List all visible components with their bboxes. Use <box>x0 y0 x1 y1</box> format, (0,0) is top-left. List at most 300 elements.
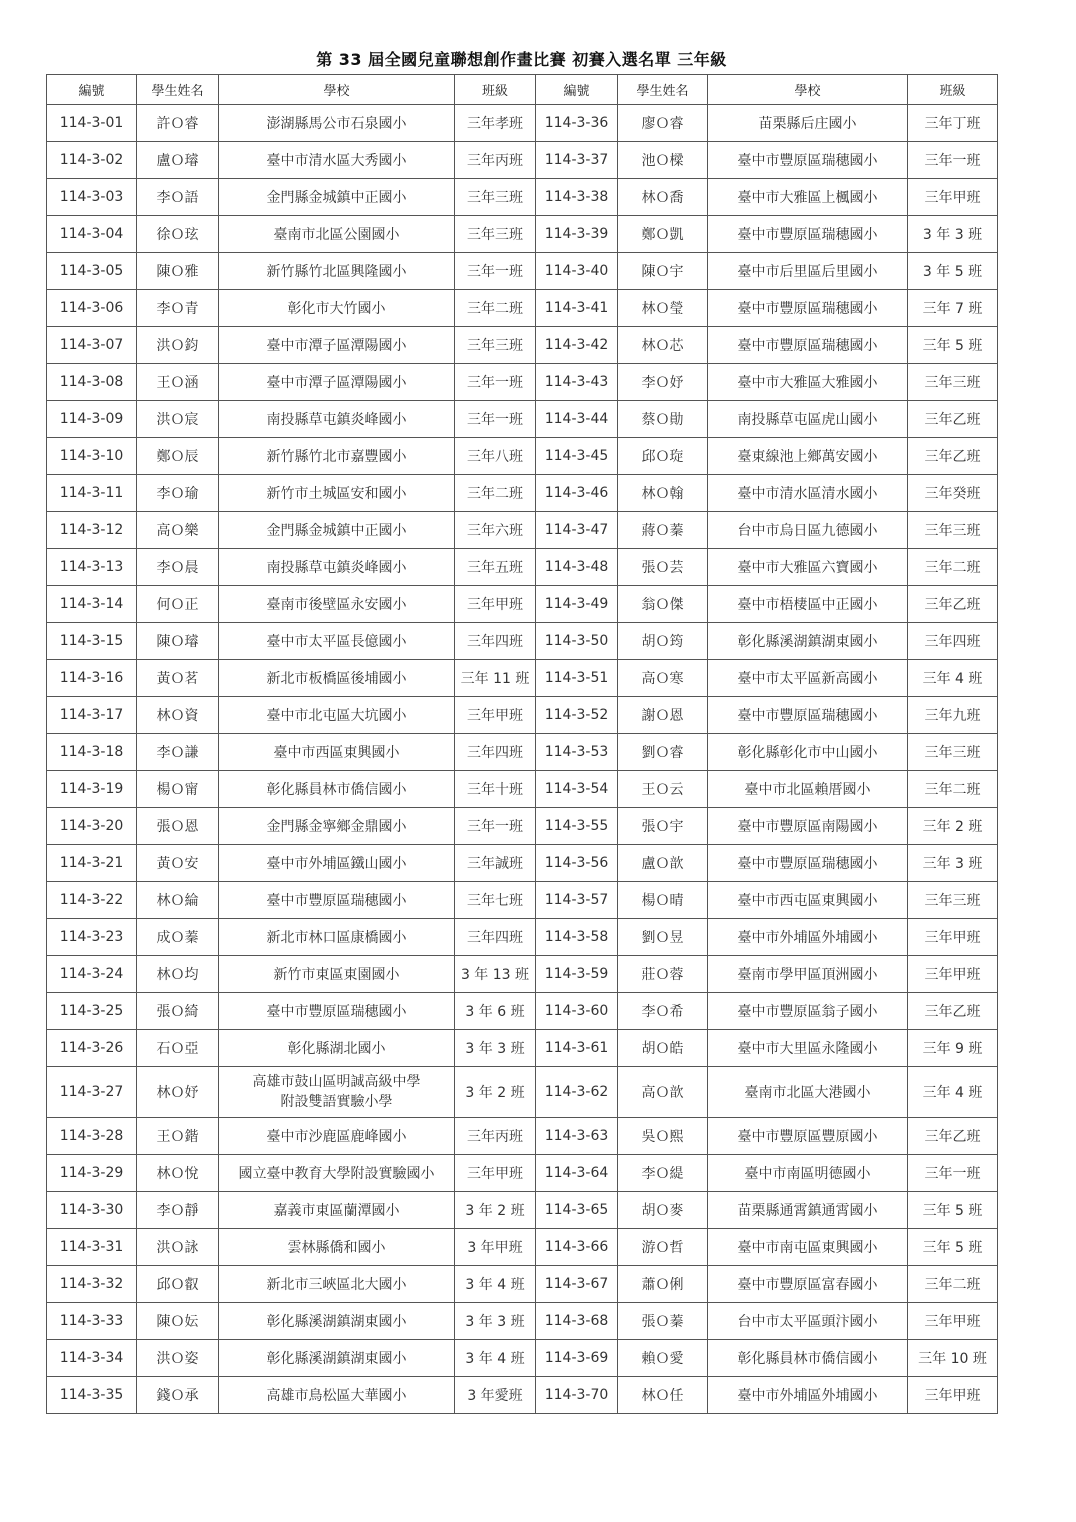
left-entry-id: 114-3-06 <box>47 290 137 327</box>
right-entry-id: 114-3-48 <box>536 549 618 586</box>
left-entry-id: 114-3-04 <box>47 216 137 253</box>
left-school-name: 臺南市北區公園國小 <box>219 216 455 253</box>
right-school-name: 臺中市南區明德國小 <box>708 1155 908 1192</box>
right-school-name: 臺中市南屯區東興國小 <box>708 1229 908 1266</box>
right-student-name: 莊Ｏ蓉 <box>618 956 708 993</box>
left-school-name: 雲林縣僑和國小 <box>219 1229 455 1266</box>
left-entry-id: 114-3-11 <box>47 475 137 512</box>
left-class-name: 3 年 4 班 <box>455 1266 536 1303</box>
table-row <box>47 142 998 179</box>
left-entry-id: 114-3-24 <box>47 956 137 993</box>
left-class-name: 三年三班 <box>455 179 536 216</box>
left-entry-id: 114-3-34 <box>47 1340 137 1377</box>
left-entry-id: 114-3-08 <box>47 364 137 401</box>
table-row <box>47 1377 998 1414</box>
left-entry-id: 114-3-02 <box>47 142 137 179</box>
right-student-name: 賴Ｏ愛 <box>618 1340 708 1377</box>
right-entry-id: 114-3-49 <box>536 586 618 623</box>
left-entry-id: 114-3-15 <box>47 623 137 660</box>
right-school-name: 臺中市豐原區翁子國小 <box>708 993 908 1030</box>
left-student-name: 洪Ｏ鈞 <box>137 327 219 364</box>
table-row <box>47 1030 998 1067</box>
left-school-name: 南投縣草屯鎮炎峰國小 <box>219 401 455 438</box>
table-row <box>47 401 998 438</box>
header-student-name: 學生姓名 <box>618 75 708 105</box>
school-name-line: 附設雙語實驗小學 <box>280 1094 393 1110</box>
left-school-name: 臺中市外埔區鐵山國小 <box>219 845 455 882</box>
right-school-name: 臺中市清水區清水國小 <box>708 475 908 512</box>
right-entry-id: 114-3-65 <box>536 1192 618 1229</box>
left-entry-id: 114-3-29 <box>47 1155 137 1192</box>
table-row <box>47 697 998 734</box>
right-class-name: 三年 5 班 <box>908 327 998 364</box>
left-class-name: 3 年 3 班 <box>455 1030 536 1067</box>
left-class-name: 3 年甲班 <box>455 1229 536 1266</box>
left-student-name: 陳Ｏ妘 <box>137 1303 219 1340</box>
table-row <box>47 1067 998 1118</box>
right-class-name: 三年甲班 <box>908 956 998 993</box>
right-school-name: 苗栗縣后庄國小 <box>708 105 908 142</box>
left-student-name: 徐Ｏ玹 <box>137 216 219 253</box>
right-student-name: 邱Ｏ琁 <box>618 438 708 475</box>
left-class-name: 3 年 2 班 <box>455 1192 536 1229</box>
left-class-name: 3 年 6 班 <box>455 993 536 1030</box>
right-class-name: 三年乙班 <box>908 1118 998 1155</box>
left-student-name: 李Ｏ謙 <box>137 734 219 771</box>
left-class-name: 三年三班 <box>455 216 536 253</box>
table-body <box>47 105 998 1414</box>
right-entry-id: 114-3-45 <box>536 438 618 475</box>
left-entry-id: 114-3-23 <box>47 919 137 956</box>
left-school-name: 臺中市西區東興國小 <box>219 734 455 771</box>
right-entry-id: 114-3-55 <box>536 808 618 845</box>
table-row <box>47 1192 998 1229</box>
header-class: 班級 <box>455 75 536 105</box>
right-student-name: 楊Ｏ晴 <box>618 882 708 919</box>
table-row <box>47 771 998 808</box>
right-class-name: 三年 5 班 <box>908 1229 998 1266</box>
right-entry-id: 114-3-56 <box>536 845 618 882</box>
table-row <box>47 105 998 142</box>
right-school-name: 臺中市豐原區瑞穗國小 <box>708 290 908 327</box>
left-entry-id: 114-3-17 <box>47 697 137 734</box>
right-school-name: 彰化縣彰化市中山國小 <box>708 734 908 771</box>
right-class-name: 三年癸班 <box>908 475 998 512</box>
left-school-name: 臺中市豐原區瑞穗國小 <box>219 993 455 1030</box>
right-class-name: 三年 4 班 <box>908 660 998 697</box>
left-student-name: 李Ｏ晨 <box>137 549 219 586</box>
left-student-name: 李Ｏ青 <box>137 290 219 327</box>
left-class-name: 三年二班 <box>455 290 536 327</box>
right-entry-id: 114-3-59 <box>536 956 618 993</box>
right-entry-id: 114-3-60 <box>536 993 618 1030</box>
right-entry-id: 114-3-53 <box>536 734 618 771</box>
right-class-name: 三年二班 <box>908 771 998 808</box>
left-student-name: 洪Ｏ宸 <box>137 401 219 438</box>
left-student-name: 鄭Ｏ辰 <box>137 438 219 475</box>
left-class-name: 3 年 4 班 <box>455 1340 536 1377</box>
left-entry-id: 114-3-33 <box>47 1303 137 1340</box>
right-entry-id: 114-3-62 <box>536 1067 618 1118</box>
right-entry-id: 114-3-47 <box>536 512 618 549</box>
right-student-name: 蕭Ｏ俐 <box>618 1266 708 1303</box>
header-id: 編號 <box>47 75 137 105</box>
right-class-name: 三年 3 班 <box>908 845 998 882</box>
right-school-name: 臺中市外埔區外埔國小 <box>708 1377 908 1414</box>
left-entry-id: 114-3-28 <box>47 1118 137 1155</box>
header-student-name: 學生姓名 <box>137 75 219 105</box>
left-class-name: 三年三班 <box>455 327 536 364</box>
header-school: 學校 <box>708 75 908 105</box>
right-entry-id: 114-3-50 <box>536 623 618 660</box>
left-student-name: 錢Ｏ承 <box>137 1377 219 1414</box>
right-class-name: 三年 4 班 <box>908 1067 998 1118</box>
left-student-name: 黃Ｏ茗 <box>137 660 219 697</box>
right-entry-id: 114-3-68 <box>536 1303 618 1340</box>
right-student-name: 池Ｏ樑 <box>618 142 708 179</box>
left-school-name: 彰化縣溪湖鎮湖東國小 <box>219 1340 455 1377</box>
right-class-name: 三年乙班 <box>908 401 998 438</box>
table-row <box>47 1303 998 1340</box>
right-entry-id: 114-3-36 <box>536 105 618 142</box>
table-row <box>47 549 998 586</box>
right-student-name: 劉Ｏ昱 <box>618 919 708 956</box>
right-student-name: 陳Ｏ宇 <box>618 253 708 290</box>
left-student-name: 張Ｏ綺 <box>137 993 219 1030</box>
table-row <box>47 438 998 475</box>
right-school-name: 臺中市豐原區瑞穗國小 <box>708 327 908 364</box>
left-school-name: 彰化市大竹國小 <box>219 290 455 327</box>
left-class-name: 三年四班 <box>455 734 536 771</box>
left-student-name: 黃Ｏ安 <box>137 845 219 882</box>
left-class-name: 三年四班 <box>455 623 536 660</box>
table-row <box>47 512 998 549</box>
right-entry-id: 114-3-57 <box>536 882 618 919</box>
left-school-name: 南投縣草屯鎮炎峰國小 <box>219 549 455 586</box>
table-row <box>47 364 998 401</box>
table-row <box>47 179 998 216</box>
left-class-name: 三年五班 <box>455 549 536 586</box>
right-entry-id: 114-3-66 <box>536 1229 618 1266</box>
right-entry-id: 114-3-63 <box>536 1118 618 1155</box>
left-entry-id: 114-3-27 <box>47 1067 137 1118</box>
right-class-name: 三年甲班 <box>908 1303 998 1340</box>
left-student-name: 成Ｏ蓁 <box>137 919 219 956</box>
right-class-name: 3 年 3 班 <box>908 216 998 253</box>
right-class-name: 三年三班 <box>908 512 998 549</box>
left-school-name: 彰化縣溪湖鎮湖東國小 <box>219 1303 455 1340</box>
right-student-name: 胡Ｏ筠 <box>618 623 708 660</box>
table-row <box>47 1266 998 1303</box>
right-entry-id: 114-3-44 <box>536 401 618 438</box>
right-entry-id: 114-3-52 <box>536 697 618 734</box>
left-school-name: 高雄市鳥松區大華國小 <box>219 1377 455 1414</box>
left-entry-id: 114-3-09 <box>47 401 137 438</box>
left-student-name: 許Ｏ睿 <box>137 105 219 142</box>
right-class-name: 三年甲班 <box>908 179 998 216</box>
right-student-name: 林Ｏ翰 <box>618 475 708 512</box>
left-school-name: 臺中市清水區大秀國小 <box>219 142 455 179</box>
table-row <box>47 808 998 845</box>
right-student-name: 高Ｏ寒 <box>618 660 708 697</box>
right-student-name: 張Ｏ蓁 <box>618 1303 708 1340</box>
left-student-name: 王Ｏ鍇 <box>137 1118 219 1155</box>
right-student-name: 林Ｏ芯 <box>618 327 708 364</box>
right-school-name: 臺中市豐原區瑞穗國小 <box>708 142 908 179</box>
left-school-name: 臺中市潭子區潭陽國小 <box>219 327 455 364</box>
right-class-name: 三年 9 班 <box>908 1030 998 1067</box>
left-entry-id: 114-3-13 <box>47 549 137 586</box>
left-student-name: 張Ｏ恩 <box>137 808 219 845</box>
table-header-row <box>47 75 998 105</box>
left-school-name: 臺中市潭子區潭陽國小 <box>219 364 455 401</box>
left-entry-id: 114-3-20 <box>47 808 137 845</box>
right-school-name: 臺中市大雅區六寶國小 <box>708 549 908 586</box>
left-entry-id: 114-3-31 <box>47 1229 137 1266</box>
right-class-name: 三年三班 <box>908 364 998 401</box>
right-class-name: 三年一班 <box>908 1155 998 1192</box>
right-entry-id: 114-3-41 <box>536 290 618 327</box>
left-student-name: 林Ｏ資 <box>137 697 219 734</box>
right-student-name: 胡Ｏ麥 <box>618 1192 708 1229</box>
table-row <box>47 586 998 623</box>
left-school-name: 嘉義市東區蘭潭國小 <box>219 1192 455 1229</box>
right-school-name: 台中市烏日區九德國小 <box>708 512 908 549</box>
left-student-name: 高Ｏ樂 <box>137 512 219 549</box>
left-class-name: 三年十班 <box>455 771 536 808</box>
right-entry-id: 114-3-38 <box>536 179 618 216</box>
left-school-name: 澎湖縣馬公市石泉國小 <box>219 105 455 142</box>
left-student-name: 王Ｏ涵 <box>137 364 219 401</box>
left-student-name: 楊Ｏ甯 <box>137 771 219 808</box>
left-entry-id: 114-3-25 <box>47 993 137 1030</box>
left-entry-id: 114-3-10 <box>47 438 137 475</box>
table-row <box>47 623 998 660</box>
right-entry-id: 114-3-69 <box>536 1340 618 1377</box>
right-school-name: 臺中市大雅區上楓國小 <box>708 179 908 216</box>
selection-table <box>46 74 998 1414</box>
right-class-name: 三年二班 <box>908 549 998 586</box>
left-school-name: 新竹縣竹北區興隆國小 <box>219 253 455 290</box>
left-student-name: 邱Ｏ叡 <box>137 1266 219 1303</box>
left-class-name: 3 年 2 班 <box>455 1067 536 1118</box>
left-class-name: 三年甲班 <box>455 1155 536 1192</box>
right-entry-id: 114-3-61 <box>536 1030 618 1067</box>
left-class-name: 三年一班 <box>455 364 536 401</box>
right-school-name: 彰化縣溪湖鎮湖東國小 <box>708 623 908 660</box>
right-entry-id: 114-3-37 <box>536 142 618 179</box>
right-class-name: 三年九班 <box>908 697 998 734</box>
left-class-name: 三年甲班 <box>455 586 536 623</box>
left-student-name: 林Ｏ悅 <box>137 1155 219 1192</box>
left-entry-id: 114-3-19 <box>47 771 137 808</box>
left-class-name: 三年一班 <box>455 253 536 290</box>
right-school-name: 臺中市梧棲區中正國小 <box>708 586 908 623</box>
right-school-name: 臺中市大里區永隆國小 <box>708 1030 908 1067</box>
left-student-name: 何Ｏ正 <box>137 586 219 623</box>
right-entry-id: 114-3-67 <box>536 1266 618 1303</box>
left-entry-id: 114-3-30 <box>47 1192 137 1229</box>
school-name-line: 高雄市鼓山區明誠高級中學 <box>252 1074 421 1090</box>
right-entry-id: 114-3-58 <box>536 919 618 956</box>
left-school-name: 新北市林口區康橋國小 <box>219 919 455 956</box>
left-school-name: 新竹市東區東園國小 <box>219 956 455 993</box>
right-school-name: 臺中市豐原區瑞穗國小 <box>708 845 908 882</box>
left-school-name: 臺南市後壁區永安國小 <box>219 586 455 623</box>
right-student-name: 胡Ｏ皓 <box>618 1030 708 1067</box>
right-student-name: 蔡Ｏ勛 <box>618 401 708 438</box>
left-school-name: 彰化縣湖北國小 <box>219 1030 455 1067</box>
table-row <box>47 882 998 919</box>
right-class-name: 三年 2 班 <box>908 808 998 845</box>
right-class-name: 三年乙班 <box>908 438 998 475</box>
left-class-name: 三年 11 班 <box>455 660 536 697</box>
right-class-name: 三年 5 班 <box>908 1192 998 1229</box>
page-title: 第 33 屆全國兒童聯想創作畫比賽 初賽入選名單 三年級 <box>316 50 727 69</box>
left-class-name: 3 年 3 班 <box>455 1303 536 1340</box>
left-school-name: 彰化縣員林市僑信國小 <box>219 771 455 808</box>
left-class-name: 3 年 13 班 <box>455 956 536 993</box>
right-school-name: 臺中市豐原區豐原國小 <box>708 1118 908 1155</box>
right-student-name: 王Ｏ云 <box>618 771 708 808</box>
left-student-name: 石Ｏ亞 <box>137 1030 219 1067</box>
right-student-name: 廖Ｏ睿 <box>618 105 708 142</box>
right-entry-id: 114-3-40 <box>536 253 618 290</box>
right-school-name: 台中市太平區頭汴國小 <box>708 1303 908 1340</box>
left-class-name: 三年七班 <box>455 882 536 919</box>
right-class-name: 三年 10 班 <box>908 1340 998 1377</box>
right-school-name: 臺南市學甲區頂洲國小 <box>708 956 908 993</box>
left-entry-id: 114-3-16 <box>47 660 137 697</box>
left-school-name: 金門縣金寧鄉金鼎國小 <box>219 808 455 845</box>
left-student-name: 盧Ｏ璿 <box>137 142 219 179</box>
right-student-name: 盧Ｏ歆 <box>618 845 708 882</box>
right-class-name: 三年二班 <box>908 1266 998 1303</box>
right-class-name: 三年甲班 <box>908 1377 998 1414</box>
left-school-name: 臺中市沙鹿區鹿峰國小 <box>219 1118 455 1155</box>
table-row <box>47 956 998 993</box>
right-class-name: 三年一班 <box>908 142 998 179</box>
left-student-name: 李Ｏ靜 <box>137 1192 219 1229</box>
table-row <box>47 475 998 512</box>
table-row <box>47 1340 998 1377</box>
right-school-name: 臺中市外埔區外埔國小 <box>708 919 908 956</box>
table-row <box>47 1118 998 1155</box>
right-entry-id: 114-3-46 <box>536 475 618 512</box>
left-entry-id: 114-3-22 <box>47 882 137 919</box>
left-school-name: 國立臺中教育大學附設實驗國小 <box>219 1155 455 1192</box>
left-student-name: 林Ｏ妤 <box>137 1067 219 1118</box>
right-entry-id: 114-3-54 <box>536 771 618 808</box>
right-student-name: 李Ｏ妤 <box>618 364 708 401</box>
left-student-name: 洪Ｏ姿 <box>137 1340 219 1377</box>
right-student-name: 李Ｏ希 <box>618 993 708 1030</box>
right-student-name: 張Ｏ芸 <box>618 549 708 586</box>
table-row <box>47 1155 998 1192</box>
left-class-name: 三年丙班 <box>455 1118 536 1155</box>
left-class-name: 三年六班 <box>455 512 536 549</box>
right-student-name: 翁Ｏ傑 <box>618 586 708 623</box>
left-entry-id: 114-3-05 <box>47 253 137 290</box>
right-school-name: 臺中市西屯區東興國小 <box>708 882 908 919</box>
right-school-name: 彰化縣員林市僑信國小 <box>708 1340 908 1377</box>
left-school-name: 臺中市豐原區瑞穗國小 <box>219 882 455 919</box>
table-row <box>47 734 998 771</box>
left-class-name: 三年孝班 <box>455 105 536 142</box>
left-entry-id: 114-3-14 <box>47 586 137 623</box>
left-student-name: 林Ｏ綸 <box>137 882 219 919</box>
right-entry-id: 114-3-64 <box>536 1155 618 1192</box>
right-entry-id: 114-3-51 <box>536 660 618 697</box>
right-school-name: 臺中市太平區新高國小 <box>708 660 908 697</box>
right-student-name: 吳Ｏ熙 <box>618 1118 708 1155</box>
right-school-name: 臺中市豐原區南陽國小 <box>708 808 908 845</box>
left-class-name: 3 年愛班 <box>455 1377 536 1414</box>
right-school-name: 臺中市后里區后里國小 <box>708 253 908 290</box>
left-school-name: 新竹市土城區安和國小 <box>219 475 455 512</box>
right-school-name: 苗栗縣通霄鎮通霄國小 <box>708 1192 908 1229</box>
left-student-name: 陳Ｏ璿 <box>137 623 219 660</box>
table-row <box>47 660 998 697</box>
left-school-name: 臺中市北屯區大坑國小 <box>219 697 455 734</box>
left-class-name: 三年一班 <box>455 401 536 438</box>
table-row <box>47 993 998 1030</box>
right-class-name: 三年乙班 <box>908 586 998 623</box>
left-class-name: 三年八班 <box>455 438 536 475</box>
left-school-name: 金門縣金城鎮中正國小 <box>219 179 455 216</box>
header-school: 學校 <box>219 75 455 105</box>
right-school-name: 臺中市豐原區瑞穗國小 <box>708 697 908 734</box>
left-school-name: 臺中市太平區長億國小 <box>219 623 455 660</box>
right-school-name: 臺東線池上鄉萬安國小 <box>708 438 908 475</box>
left-entry-id: 114-3-07 <box>47 327 137 364</box>
left-student-name: 陳Ｏ雅 <box>137 253 219 290</box>
left-entry-id: 114-3-26 <box>47 1030 137 1067</box>
left-class-name: 三年誠班 <box>455 845 536 882</box>
left-school-name: 新北市板橋區後埔國小 <box>219 660 455 697</box>
left-class-name: 三年甲班 <box>455 697 536 734</box>
right-school-name: 南投縣草屯區虎山國小 <box>708 401 908 438</box>
left-class-name: 三年一班 <box>455 808 536 845</box>
right-student-name: 張Ｏ宇 <box>618 808 708 845</box>
left-school-name: 新竹縣竹北市嘉豐國小 <box>219 438 455 475</box>
table-row <box>47 1229 998 1266</box>
right-class-name: 三年三班 <box>908 734 998 771</box>
table-row <box>47 845 998 882</box>
left-entry-id: 114-3-35 <box>47 1377 137 1414</box>
left-class-name: 三年丙班 <box>455 142 536 179</box>
left-student-name: 林Ｏ均 <box>137 956 219 993</box>
table-row <box>47 919 998 956</box>
left-entry-id: 114-3-32 <box>47 1266 137 1303</box>
right-class-name: 三年乙班 <box>908 993 998 1030</box>
right-school-name: 臺中市北區賴厝國小 <box>708 771 908 808</box>
right-student-name: 劉Ｏ睿 <box>618 734 708 771</box>
table-row <box>47 253 998 290</box>
table-row <box>47 327 998 364</box>
right-class-name: 三年三班 <box>908 882 998 919</box>
right-student-name: 謝Ｏ恩 <box>618 697 708 734</box>
left-school-name: 新北市三峽區北大國小 <box>219 1266 455 1303</box>
left-entry-id: 114-3-21 <box>47 845 137 882</box>
right-entry-id: 114-3-43 <box>536 364 618 401</box>
right-student-name: 高Ｏ歆 <box>618 1067 708 1118</box>
right-student-name: 林Ｏ喬 <box>618 179 708 216</box>
header-id: 編號 <box>536 75 618 105</box>
table-row <box>47 290 998 327</box>
right-school-name: 臺中市豐原區富春國小 <box>708 1266 908 1303</box>
right-student-name: 鄭Ｏ凱 <box>618 216 708 253</box>
